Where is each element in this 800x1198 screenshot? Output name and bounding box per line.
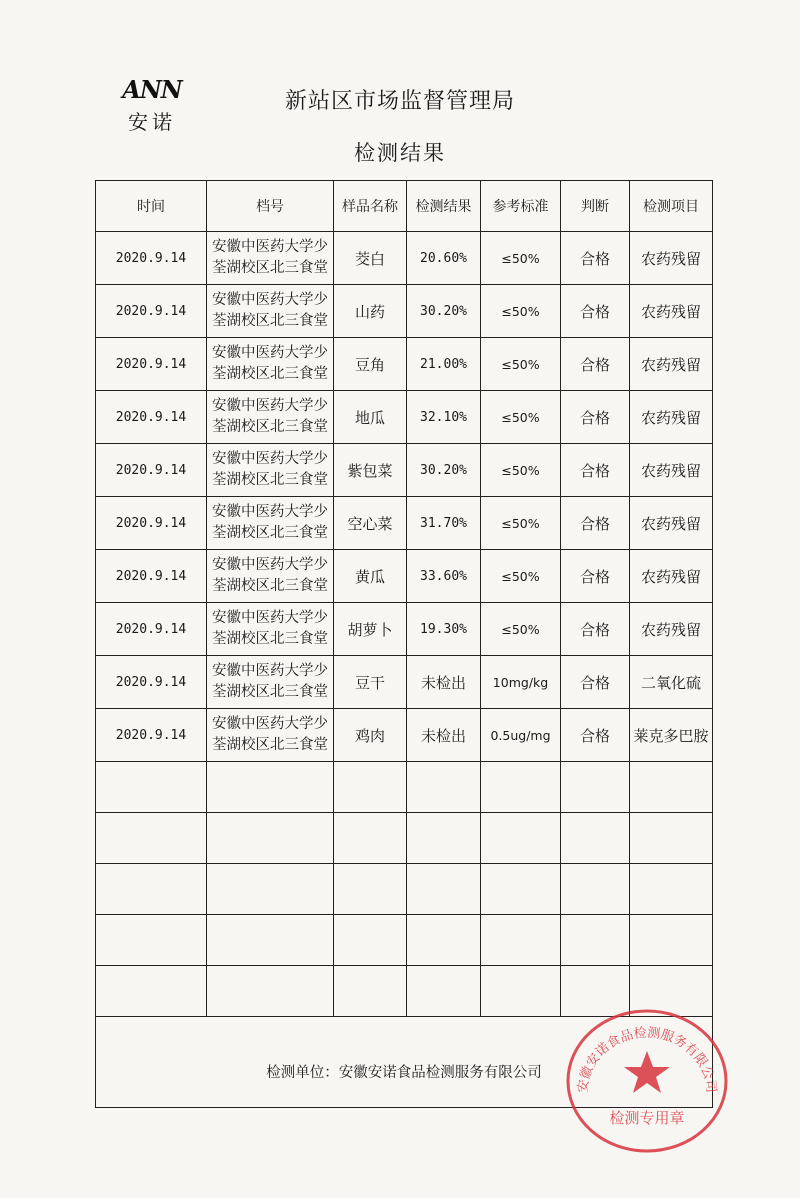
table-row [96,656,713,709]
row-standard: 10mg/kg [481,656,561,709]
file-line-2: 荃湖校区北三食堂 [212,366,328,382]
row-standard: 0.5ug/mg [481,709,561,762]
row-date: 2020.9.14 [96,444,207,497]
file-line-1: 安徽中医药大学少 [212,504,328,520]
row-judgment: 合格 [561,603,630,656]
file-line-2: 荃湖校区北三食堂 [212,737,328,753]
row-file-number [207,285,334,338]
row-date: 2020.9.14 [96,550,207,603]
row-result: 未检出 [407,709,481,762]
row-file-number [207,550,334,603]
row-sample: 紫包菜 [334,444,407,497]
row-result: 32.10% [407,391,481,444]
table-row [96,550,713,603]
file-line-2: 荃湖校区北三食堂 [212,684,328,700]
row-date: 2020.9.14 [96,497,207,550]
row-result: 未检出 [407,656,481,709]
row-date: 2020.9.14 [96,391,207,444]
header-sample-name: 样品名称 [334,181,407,232]
row-sample: 胡萝卜 [334,603,407,656]
table-row [96,285,713,338]
table-row [96,391,713,444]
row-item: 农药残留 [630,603,713,656]
row-judgment: 合格 [561,497,630,550]
table-row [96,603,713,656]
row-file-number [207,391,334,444]
row-item: 农药残留 [630,497,713,550]
row-result: 19.30% [407,603,481,656]
file-line-1: 安徽中医药大学少 [212,239,328,255]
row-judgment: 合格 [561,709,630,762]
table-header-row [96,181,713,232]
file-line-1: 安徽中医药大学少 [212,663,328,679]
results-table [95,180,713,1108]
row-sample: 地瓜 [334,391,407,444]
row-standard: ≤50% [481,497,561,550]
table-row [96,497,713,550]
row-date: 2020.9.14 [96,285,207,338]
empty-row [96,864,713,915]
row-item: 农药残留 [630,550,713,603]
footer-cell [96,1017,713,1108]
row-judgment: 合格 [561,656,630,709]
row-date: 2020.9.14 [96,709,207,762]
row-result: 31.70% [407,497,481,550]
header-date: 时间 [96,181,207,232]
file-line-2: 荃湖校区北三食堂 [212,260,328,276]
table-row [96,338,713,391]
row-standard: ≤50% [481,338,561,391]
row-item: 农药残留 [630,444,713,497]
file-line-2: 荃湖校区北三食堂 [212,419,328,435]
file-line-2: 荃湖校区北三食堂 [212,578,328,594]
header-reference-standard: 参考标准 [481,181,561,232]
row-file-number [207,444,334,497]
row-date: 2020.9.14 [96,603,207,656]
header-test-item: 检测项目 [630,181,713,232]
row-date: 2020.9.14 [96,232,207,285]
row-sample: 空心菜 [334,497,407,550]
file-line-1: 安徽中医药大学少 [212,398,328,414]
row-item: 农药残留 [630,338,713,391]
row-judgment: 合格 [561,550,630,603]
table-row [96,444,713,497]
row-standard: ≤50% [481,285,561,338]
seal-top-text: 安徽安诺食品检测服务有限公司 [575,1025,719,1094]
file-line-2: 荃湖校区北三食堂 [212,525,328,541]
row-sample: 茭白 [334,232,407,285]
empty-row [96,966,713,1017]
row-standard: ≤50% [481,391,561,444]
file-line-1: 安徽中医药大学少 [212,557,328,573]
row-item: 农药残留 [630,391,713,444]
row-judgment: 合格 [561,232,630,285]
row-standard: ≤50% [481,232,561,285]
row-result: 30.20% [407,444,481,497]
header-test-result: 检测结果 [407,181,481,232]
file-line-1: 安徽中医药大学少 [212,451,328,467]
row-file-number [207,656,334,709]
file-line-1: 安徽中医药大学少 [212,716,328,732]
row-item: 农药残留 [630,232,713,285]
row-judgment: 合格 [561,391,630,444]
empty-row [96,813,713,864]
header-judgment: 判断 [561,181,630,232]
row-file-number [207,232,334,285]
row-standard: ≤50% [481,444,561,497]
seal-bottom-text: 检测专用章 [609,1109,685,1127]
row-standard: ≤50% [481,550,561,603]
row-standard: ≤50% [481,603,561,656]
testing-unit-name: 安徽安诺食品检测服务有限公司 [338,1064,542,1081]
empty-row [96,762,713,813]
file-line-1: 安徽中医药大学少 [212,345,328,361]
header-title: 新站区市场监督管理局 [284,89,515,114]
row-result: 21.00% [407,338,481,391]
row-sample: 鸡肉 [334,709,407,762]
testing-unit-label: 检测单位： [266,1064,339,1081]
testing-unit [266,1061,542,1082]
row-sample: 山药 [334,285,407,338]
row-item: 莱克多巴胺 [630,709,713,762]
document-title: 检测结果 [354,141,446,165]
row-result: 33.60% [407,550,481,603]
empty-row [96,915,713,966]
logo-mark: ANN [122,75,182,104]
file-line-1: 安徽中医药大学少 [212,610,328,626]
row-result: 20.60% [407,232,481,285]
header-file-number: 档号 [207,181,334,232]
row-file-number [207,603,334,656]
file-line-1: 安徽中医药大学少 [212,292,328,308]
row-result: 30.20% [407,285,481,338]
file-line-2: 荃湖校区北三食堂 [212,631,328,647]
row-file-number [207,338,334,391]
row-item: 二氧化硫 [630,656,713,709]
logo-name: 安诺 [128,110,176,134]
table-row [96,232,713,285]
row-judgment: 合格 [561,338,630,391]
row-file-number [207,709,334,762]
file-line-2: 荃湖校区北三食堂 [212,472,328,488]
row-judgment: 合格 [561,285,630,338]
footer-row [96,1017,713,1108]
table-row [96,709,713,762]
row-sample: 黄瓜 [334,550,407,603]
row-file-number [207,497,334,550]
row-date: 2020.9.14 [96,338,207,391]
row-sample: 豆角 [334,338,407,391]
row-item: 农药残留 [630,285,713,338]
file-line-2: 荃湖校区北三食堂 [212,313,328,329]
row-date: 2020.9.14 [96,656,207,709]
row-judgment: 合格 [561,444,630,497]
row-sample: 豆干 [334,656,407,709]
